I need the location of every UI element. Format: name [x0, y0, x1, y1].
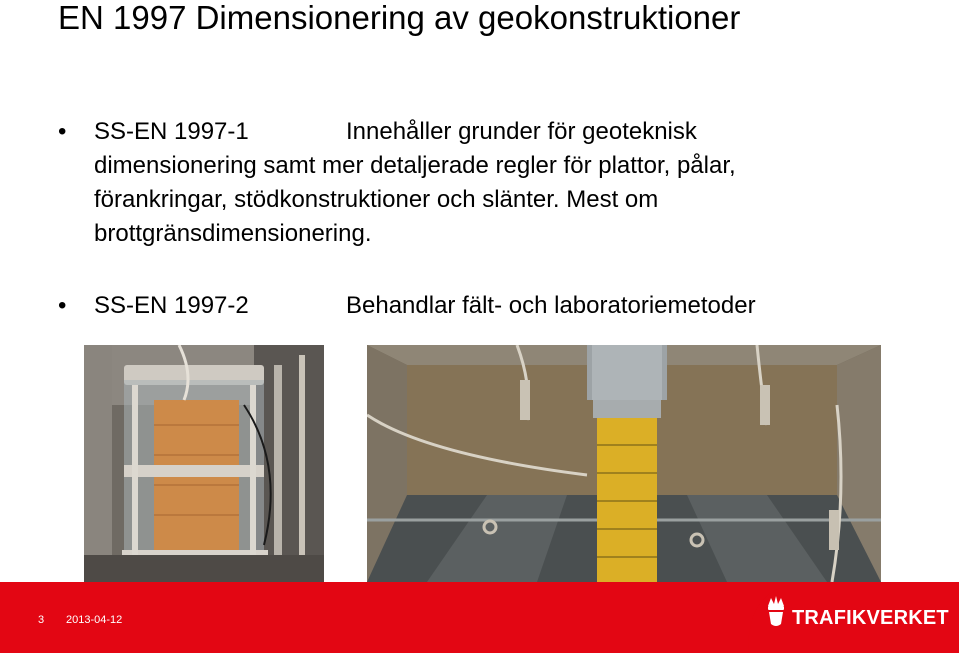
slide-number: 3 [38, 614, 45, 626]
pile-load-test-photo [367, 345, 881, 582]
bullet-item-1997-1 [94, 115, 854, 251]
triaxial-apparatus-photo [84, 345, 324, 582]
bullet-item-1997-2 [94, 289, 854, 323]
slide-date: 2013-04-12 [66, 614, 123, 626]
standard-description: Innehåller grunder för geoteknisk dimensionering samt mer detaljerade regler för plattor, pålar, förankringar, stödkonstruktioner och slänter. Mest om brottgränsdimensionering. [94, 118, 736, 247]
slide-title: EN 1997 Dimensionering av geokonstruktioner [58, 0, 741, 36]
standard-code: SS-EN 1997-2 [94, 292, 249, 319]
standard-description: Behandlar fält- och laboratoriemetoder [346, 292, 756, 319]
standard-code: SS-EN 1997-1 [94, 118, 249, 145]
bullet-marker: • [58, 118, 67, 145]
logo-wordmark: TRAFIKVERKET [792, 607, 949, 629]
footer-bar [0, 582, 959, 653]
trafikverket-logo [748, 582, 959, 653]
bullet-marker: • [58, 292, 67, 319]
